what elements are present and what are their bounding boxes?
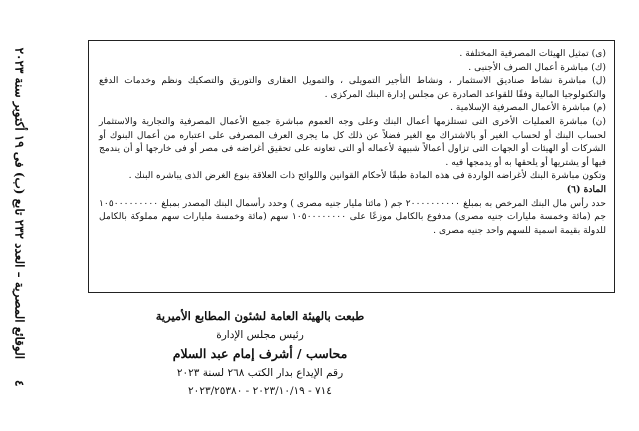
article-heading: المادة (٦) bbox=[566, 183, 606, 195]
item-m: (م) مباشرة الأعمال المصرفية الإسلامية . bbox=[450, 102, 606, 114]
issue-line: الوقائع المصرية – العدد ٢٣٢ تابع (ب) فى ١٩ أكتوبر سنة ٢٠٢٣ bbox=[12, 47, 26, 360]
item-k: (ك) مباشرة أعمال الصرف الأجنبى . bbox=[468, 61, 606, 73]
item-l: (ل) مباشرة نشاط صناديق الاستثمار ، ونشاط التأجير التمويلى ، والتمويل العقارى والتوريق والتصكيك ونظم وخدمات الدفع والتكنولوجيا المالية وفقًا للقواعد الصادرة عن مجلس إدارة البنك المركزى . bbox=[99, 75, 606, 100]
publisher-line: طبعت بالهيئة العامة لشئون المطابع الأميرية bbox=[155, 309, 365, 323]
item-i: (ى) تمثيل الهيئات المصرفية المختلفة . bbox=[459, 48, 606, 59]
chairman-name: محاسب / أشرف إمام عبد السلام bbox=[172, 346, 348, 361]
side-header-text bbox=[12, 48, 26, 387]
print-code: ٧١٤ - ٢٠٢٣/١٠/١٩ - ٢٠٢٣/٢٥٣٨٠ bbox=[188, 385, 332, 397]
page-number: ٤ bbox=[12, 379, 26, 387]
content-box bbox=[88, 40, 615, 293]
side-header bbox=[4, 18, 34, 416]
imprint-footer bbox=[90, 306, 430, 400]
deposit-number: رقم الإيداع بدار الكتب ٢٦٨ لسنة ٢٠٢٣ bbox=[176, 367, 344, 379]
item-n: (ن) مباشرة العمليات الأخرى التى تستلزمها أعمال البنك وعلى وجه العموم مباشرة جميع الأعمال المصرفية والتجارية والاستثمار لحساب البنك أو لحساب الغير أو بالاشتراك مع الغير فضلاً عن ذلك كل ما يجرى العرف المصرفى على اعتباره من أعمال البنوك أو الشركات أو الهيئات أو الجهات التى تزاول أعمالاً شبيهة لأعماله أو التى تعاونه على تحقيق أغراضه فى مصر أو فى خارجها أو أن يندمج فيها أو يشتريها أو يلحقها به أو يدمجها فيه . bbox=[99, 115, 606, 168]
chairman-role: رئيس مجلس الإدارة bbox=[216, 329, 304, 341]
article-body: حدد رأس مال البنك المرخص به بمبلغ ٢٠٠٠٠٠٠٠٠٠٠ جم ( مائتا مليار جنيه مصرى ) وحدد رأسمال البنك المصدر بمبلغ ١٠٥٠٠٠٠٠٠٠٠٠ جم (مائة وخمسة مليارات جنيه مصرى) مدفوع بالكامل موزعًا على ١٠٥٠٠٠٠٠٠٠٠ سهم (مائة وخمسة مليارات سهم مملوكة بالكامل للدولة بقيمة اسمية للسهم واحد جنيه مصرى . bbox=[99, 197, 607, 236]
closing-paragraph: وتكون مباشرة البنك لأغراضه الواردة فى هذه المادة طبقًا لأحكام القوانين واللوائح ذات العلاقة بنوع الغرض الذى يباشره البنك . bbox=[128, 170, 606, 182]
